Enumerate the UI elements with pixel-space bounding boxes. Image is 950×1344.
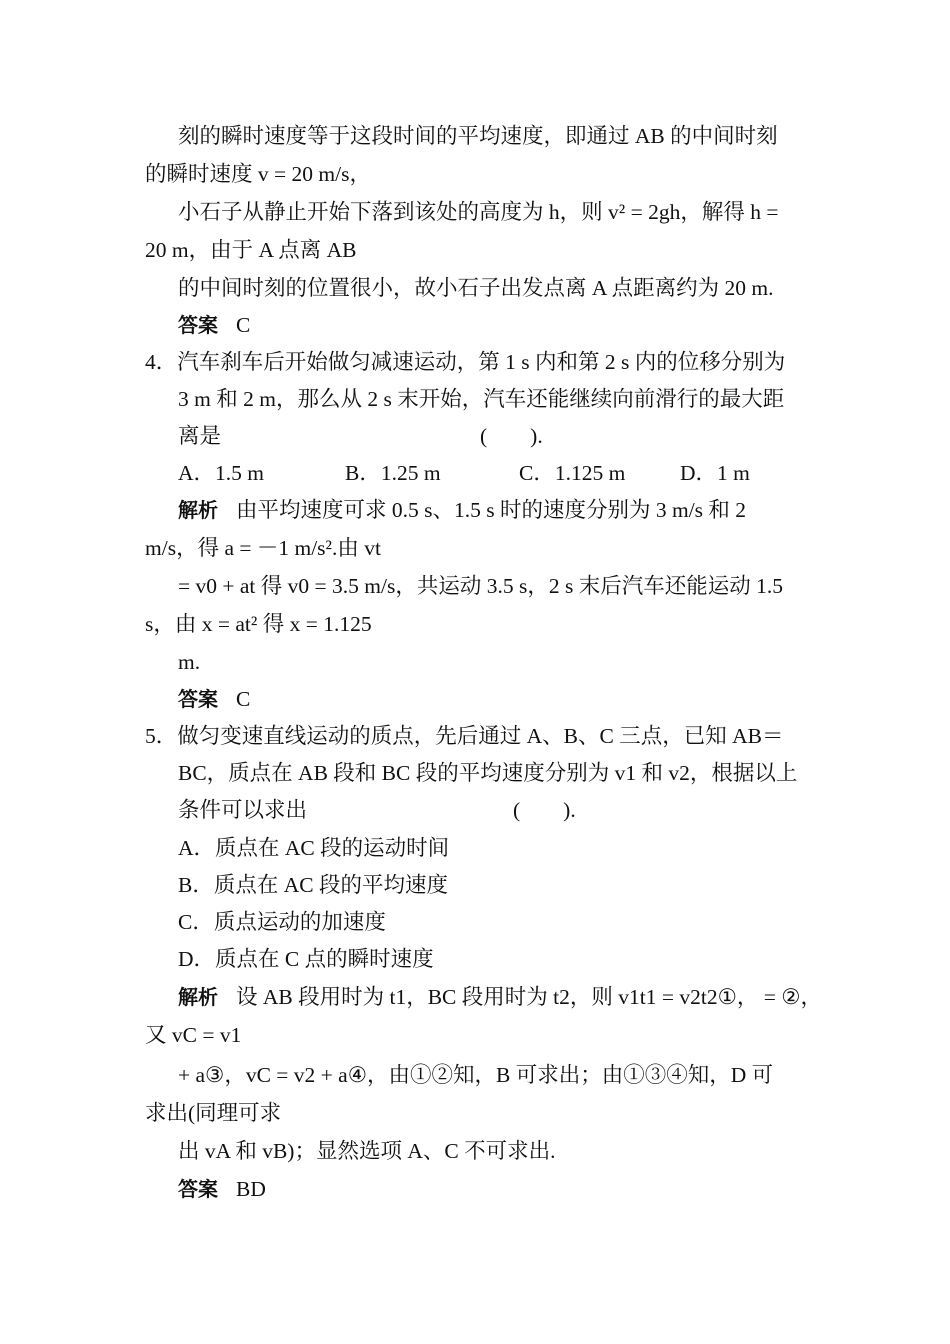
answer-label: 答案 (178, 1177, 218, 1201)
answer-value: C (236, 313, 251, 337)
analysis-line (178, 982, 822, 1012)
text-line: 求出(同理可求 (145, 1101, 282, 1125)
text-line: BC，质点在 AB 段和 BC 段的平均速度分别为 v1 和 v2，根据以上 (178, 761, 798, 785)
text-line: 离是 (178, 424, 222, 448)
analysis-label: 解析 (178, 985, 218, 1009)
answer-line (178, 1174, 266, 1204)
text-line: 3 m 和 2 m，那么从 2 s 末开始，汽车还能继续向前滑行的最大距 (178, 387, 785, 411)
answer-value: C (236, 687, 251, 711)
text-line: 20 m，由于 A 点离 AB (145, 238, 357, 262)
option-c: C．质点运动的加速度 (178, 910, 386, 934)
text-line: m/s，得 a = －1 m/s².由 vt (145, 536, 381, 560)
text-line: 出 vA 和 vB)；显然选项 A、C 不可求出. (178, 1139, 556, 1163)
text-line: 条件可以求出 (178, 798, 308, 822)
option-a: A．1.5 m (178, 461, 265, 485)
analysis-text: 设 AB 段用时为 t1，BC 段用时为 t2，则 v1t1 = v2t2①， = ②， (236, 985, 822, 1009)
option-b: B．质点在 AC 段的平均速度 (178, 873, 448, 897)
analysis-label: 解析 (178, 498, 218, 522)
option-d: D．质点在 C 点的瞬时速度 (178, 947, 434, 971)
analysis-line (178, 495, 746, 525)
option-c: C．1.125 m (519, 461, 626, 485)
text-line: = v0 + at 得 v0 = 3.5 m/s，共运动 3.5 s，2 s 末后汽车还能运动 1.5 (178, 574, 783, 598)
question-4-stem: 4．汽车刹车后开始做匀减速运动，第 1 s 内和第 2 s 内的位移分别为 (145, 350, 786, 374)
answer-line (178, 310, 250, 340)
text-line: 小石子从静止开始下落到该处的高度为 h，则 v² = 2gh，解得 h = (178, 200, 779, 224)
text-line: m. (178, 650, 201, 674)
text-line: 的中间时刻的位置很小，故小石子出发点离 A 点距离约为 20 m. (178, 276, 774, 300)
question-5-stem: 5．做匀变速直线运动的质点，先后通过 A、B、C 三点，已知 AB＝ (145, 724, 784, 748)
text-line: + a③，vC = v2 + a④，由①②知，B 可求出；由①③④知，D 可 (178, 1063, 774, 1087)
analysis-text: 由平均速度可求 0.5 s、1.5 s 时的速度分别为 3 m/s 和 2 (236, 498, 747, 522)
option-d: D．1 m (680, 461, 750, 485)
option-a: A．质点在 AC 段的运动时间 (178, 836, 450, 860)
answer-value: BD (236, 1177, 266, 1201)
answer-line (178, 684, 250, 714)
option-b: B．1.25 m (345, 461, 441, 485)
text-line: 又 vC = v1 (145, 1023, 242, 1047)
answer-label: 答案 (178, 313, 218, 337)
answer-label: 答案 (178, 687, 218, 711)
text-line: 的瞬时速度 v = 20 m/s， (145, 162, 371, 186)
text-line: 刻的瞬时速度等于这段时间的平均速度，即通过 AB 的中间时刻 (178, 124, 778, 148)
answer-blank: ( ). (513, 798, 576, 822)
answer-blank: ( ). (480, 424, 543, 448)
text-line: s，由 x = at² 得 x = 1.125 (145, 612, 372, 636)
